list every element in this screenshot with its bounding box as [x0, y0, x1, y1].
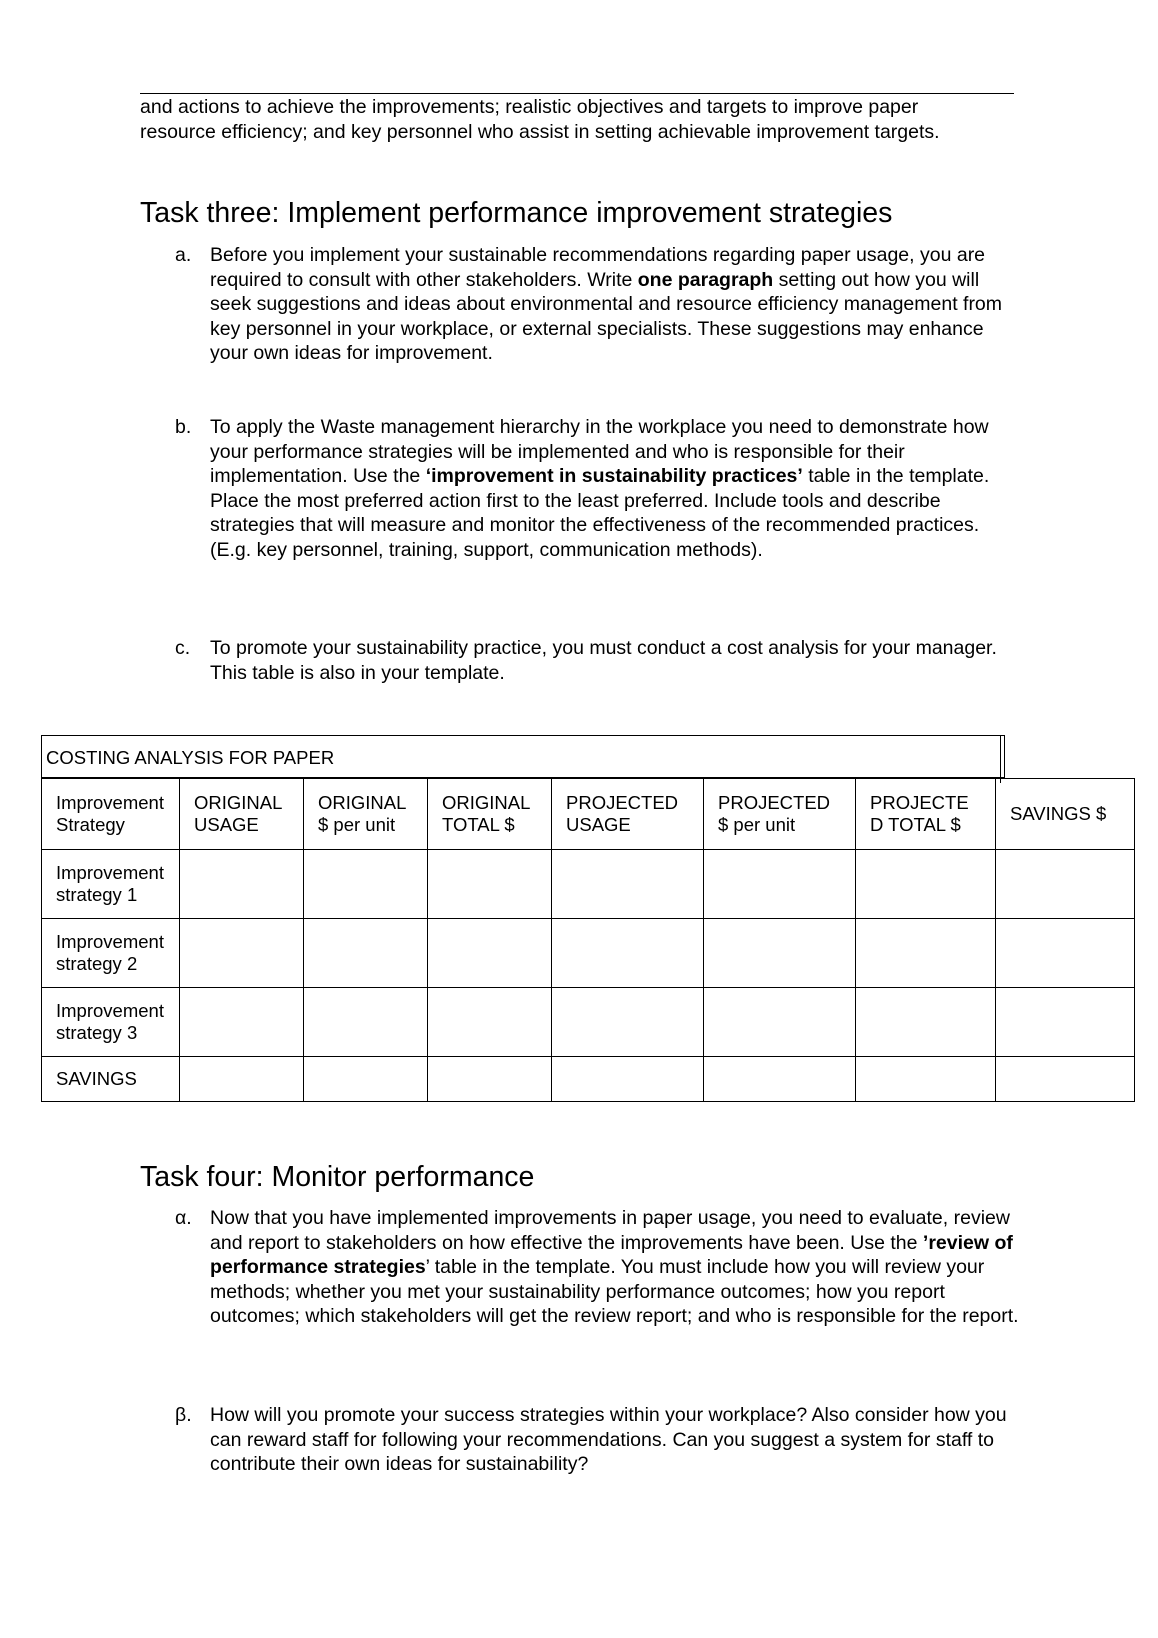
table-cell[interactable] [304, 988, 428, 1057]
row-label: SAVINGS [42, 1057, 180, 1102]
task-three-heading: Task three: Implement performance improvement strategies [140, 197, 893, 229]
item-text: To promote your sustainability practice, you must conduct a cost analysis for your manager. This table is also in your template. [210, 637, 997, 684]
item-marker: β. [175, 1404, 192, 1426]
table-header-row [42, 779, 1135, 850]
item-marker: α. [175, 1207, 192, 1229]
table-cell[interactable] [180, 850, 304, 919]
table-cell[interactable] [428, 1057, 552, 1102]
costing-table-title: COSTING ANALYSIS FOR PAPER [46, 747, 335, 768]
table-cell[interactable] [996, 1057, 1135, 1102]
top-rule [140, 93, 1014, 94]
item-marker: b. [175, 416, 192, 438]
column-header: ORIGINAL USAGE [180, 779, 304, 850]
column-header: Improvement Strategy [42, 779, 180, 850]
table-row-savings [42, 1057, 1135, 1102]
bold-phrase: ’review of performance strategies [210, 1231, 1013, 1278]
intro-line-1: and actions to achieve the improvements; realistic objectives and targets to improve paper [140, 96, 919, 118]
bold-phrase: ‘improvement in sustainability practices’ [425, 465, 803, 487]
table-cell[interactable] [704, 1057, 856, 1102]
table-row [42, 850, 1135, 919]
task-four-heading: Task four: Monitor performance [140, 1161, 535, 1193]
row-label: Improvement strategy 3 [42, 988, 180, 1057]
costing-table [41, 778, 1135, 1102]
table-cell[interactable] [304, 1057, 428, 1102]
table-cell[interactable] [996, 919, 1135, 988]
row-label: Improvement strategy 1 [42, 850, 180, 919]
table-cell[interactable] [996, 850, 1135, 919]
item-text: Now that you have implemented improvements in paper usage, you need to evaluate, review and report to stakeholders on how effective the improvements have been. Use the ’review of performance strategies’ table in the template. You must include how you will review your methods; whether you met your sustainability performance outcomes; how you report outcomes; which stakeholders will get the review report; and who is responsible for the report. [210, 1207, 1019, 1327]
column-header: PROJECTED USAGE [552, 779, 704, 850]
table-row [42, 919, 1135, 988]
row-label: Improvement strategy 2 [42, 919, 180, 988]
column-header: PROJECTED $ per unit [704, 779, 856, 850]
table-cell[interactable] [704, 850, 856, 919]
item-marker: c. [175, 637, 191, 659]
column-header: SAVINGS $ [996, 779, 1135, 850]
table-cell[interactable] [552, 850, 704, 919]
item-text: To apply the Waste management hierarchy in the workplace you need to demonstrate how your performance strategies will be implemented and who is responsible for their implementation. Use the ‘improvement in sustainability practices’ table in the template. Place the most preferred action first to the least preferred. Include tools and describe strategies that will measure and monitor the effectiveness of the recommended practices. (E.g. key personnel, training, support, communication methods). [210, 416, 990, 561]
table-cell[interactable] [856, 1057, 996, 1102]
item-marker: a. [175, 244, 192, 266]
table-cell[interactable] [180, 988, 304, 1057]
item-text: Before you implement your sustainable recommendations regarding paper usage, you are required to consult with other stakeholders. Write one paragraph setting out how you will seek suggestions and ideas about environmental and resource efficiency management from key personnel in your workplace, or external specialists. These suggestions may enhance your own ideas for improvement. [210, 244, 1003, 364]
table-cell[interactable] [856, 988, 996, 1057]
table-cell[interactable] [304, 850, 428, 919]
intro-line-2: resource efficiency; and key personnel who assist in setting achievable improvement targets. [140, 120, 940, 143]
table-cell[interactable] [856, 919, 996, 988]
table-cell[interactable] [704, 988, 856, 1057]
table-cell[interactable] [428, 850, 552, 919]
costing-title-box [41, 735, 1005, 778]
item-text: How will you promote your success strategies within your workplace? Also consider how you can reward staff for following your recommendations. Can you suggest a system for staff to contribute their own ideas for sustainability? [210, 1404, 1007, 1475]
table-cell[interactable] [180, 919, 304, 988]
table-cell[interactable] [552, 919, 704, 988]
intro-paragraph [140, 95, 1030, 144]
table-cell[interactable] [304, 919, 428, 988]
table-cell[interactable] [996, 988, 1135, 1057]
bold-phrase: one paragraph [637, 268, 774, 291]
column-header: PROJECTE D TOTAL $ [856, 779, 996, 850]
table-cell[interactable] [428, 919, 552, 988]
table-cell[interactable] [180, 1057, 304, 1102]
column-header: ORIGINAL $ per unit [304, 779, 428, 850]
table-cell[interactable] [428, 988, 552, 1057]
table-cell[interactable] [552, 1057, 704, 1102]
column-header: ORIGINAL TOTAL $ [428, 779, 552, 850]
table-row [42, 988, 1135, 1057]
table-cell[interactable] [856, 850, 996, 919]
table-cell[interactable] [552, 988, 704, 1057]
table-cell[interactable] [704, 919, 856, 988]
